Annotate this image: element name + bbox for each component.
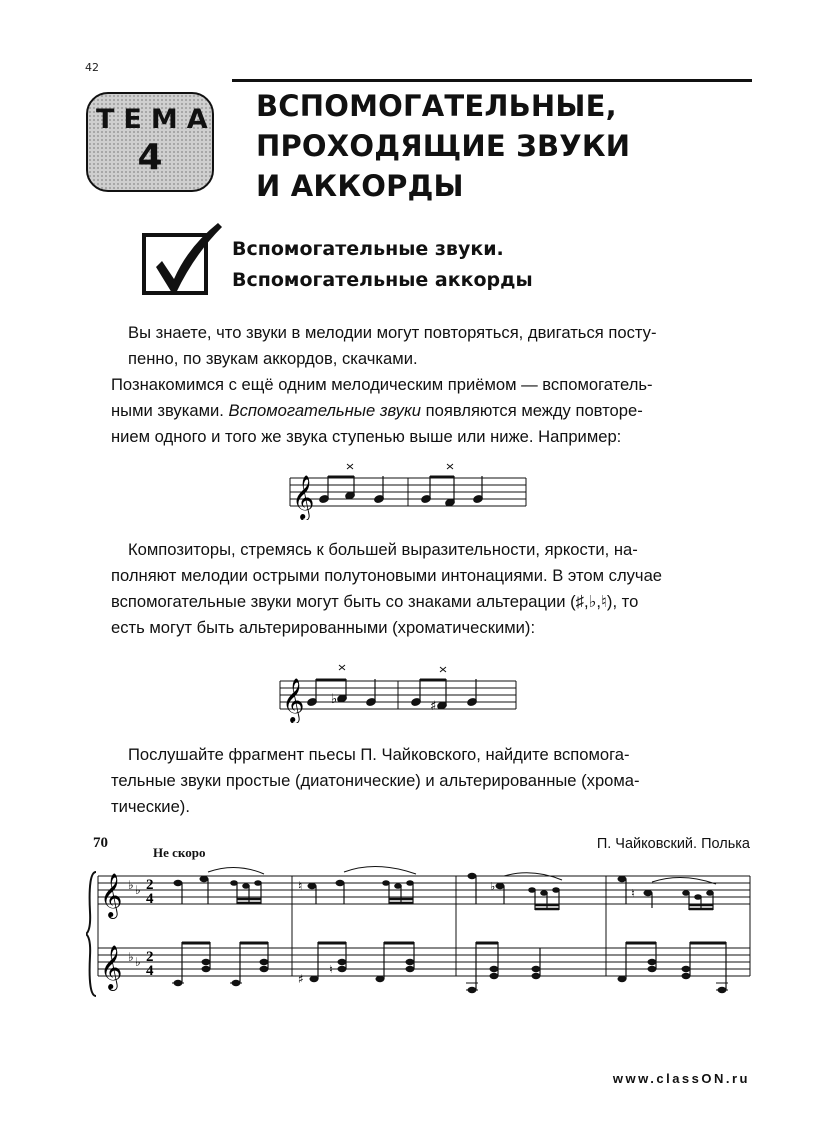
text-line: пенно, по звукам аккордов, скачками. — [128, 349, 418, 368]
checkmark-icon — [142, 233, 208, 295]
time-signature-bottom: 4 — [146, 891, 154, 907]
page-number: 42 — [85, 61, 99, 74]
natural-icon: ♮ — [298, 879, 303, 893]
theme-badge — [86, 92, 217, 192]
text-line: есть могут быть альтерированными (хроматическими): — [111, 618, 536, 637]
flat-icon: ♭ — [331, 692, 338, 707]
text-line: тические). — [111, 797, 190, 816]
flat-icon: ♭ — [128, 878, 134, 892]
section-title-line: Вспомогательные звуки. — [232, 238, 504, 260]
brace — [86, 872, 96, 996]
composer-attribution: П. Чайковский. Полька — [596, 836, 750, 852]
sharp-icon: ♯ — [298, 972, 304, 986]
text-fragment: появляются между повторе- — [421, 401, 643, 420]
treble-clef-icon: 𝄞 — [292, 475, 315, 519]
music-example-diatonic — [286, 458, 531, 520]
flat-icon: ♭ — [128, 950, 134, 964]
treble-clef-icon: 𝄞 — [282, 678, 305, 722]
flat-icon: ♭ — [490, 880, 496, 893]
text-line: Композиторы, стремясь к большей выразительности, яркости, на- — [128, 540, 638, 559]
footer-url: www.classON.ru — [612, 1071, 750, 1086]
text-line: тельные звуки простые (диатонические) и альтерированные (хрома- — [111, 771, 640, 790]
time-signature-top: 2 — [146, 877, 154, 893]
treble-clef-icon: 𝄞 — [100, 873, 123, 917]
paragraph-chromatic — [111, 537, 740, 641]
example-number: 70 — [93, 835, 108, 851]
time-signature-top: 2 — [146, 949, 154, 965]
piano-score — [86, 852, 756, 1012]
text-line — [111, 398, 723, 424]
sharp-icon: ♯ — [430, 699, 437, 714]
natural-icon: ♮ — [631, 887, 635, 900]
text-line: полняют мелодии острыми полутоновыми интонациями. В этом случае — [111, 566, 663, 585]
text-line: Вы знаете, что звуки в мелодии могут повторяться, двигаться посту- — [128, 323, 657, 342]
text-line: вспомогательные звуки могут быть со знаками альтерации (♯,♭,♮), то — [111, 592, 639, 611]
section-title — [232, 234, 652, 296]
term-auxiliary-tones: Вспомогательные звуки — [228, 401, 422, 420]
tempo-marking: Не скоро — [153, 845, 206, 860]
flat-icon: ♭ — [135, 883, 141, 897]
chapter-title-line: И АККОРДЫ — [256, 169, 464, 203]
text-fragment: ными звуками. — [111, 401, 229, 420]
paragraph-assignment — [111, 742, 740, 820]
chapter-title-line: ВСПОМОГАТЕЛЬНЫЕ, — [256, 89, 617, 123]
section-title-line: Вспомогательные аккорды — [232, 269, 533, 291]
music-example-chromatic — [276, 661, 521, 723]
theme-number: 4 — [137, 137, 163, 178]
text-line: Познакомимся с ещё одним мелодическим приёмом — вспомогатель- — [111, 375, 653, 394]
chapter-title — [256, 86, 756, 206]
text-line: Послушайте фрагмент пьесы П. Чайковского, найдите вспомога- — [128, 745, 630, 764]
natural-icon: ♮ — [329, 963, 333, 976]
theme-label: ТЕМА — [96, 104, 217, 135]
time-signature-bottom: 4 — [146, 963, 154, 979]
top-rule — [232, 79, 752, 82]
text-line: нием одного и того же звука ступенью выше или ниже. Например: — [111, 427, 622, 446]
treble-clef-icon: 𝄞 — [100, 945, 123, 989]
chapter-title-line: ПРОХОДЯЩИЕ ЗВУКИ — [256, 129, 631, 163]
flat-icon: ♭ — [135, 955, 141, 969]
paragraph-intro — [128, 320, 740, 372]
paragraph-definition — [111, 372, 723, 450]
